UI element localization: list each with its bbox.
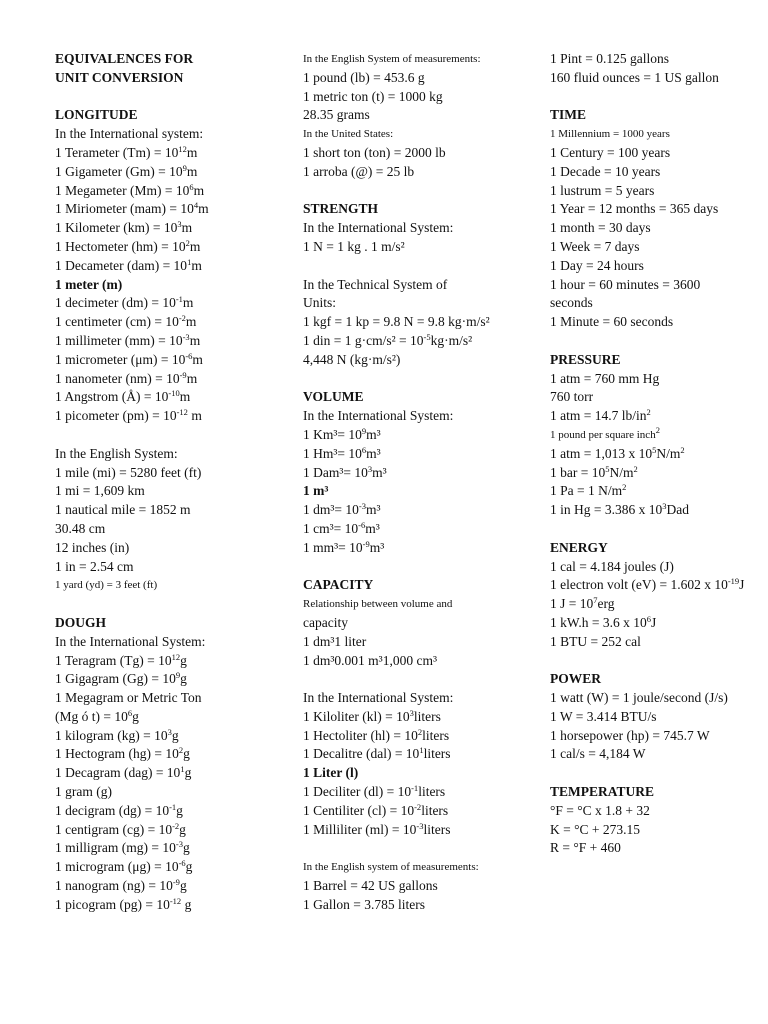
spacer — [55, 88, 290, 107]
conversion-line: 1 milligram $(mg) = 10^{-3}g$ — [55, 839, 190, 856]
conversion-line: Units: — [303, 295, 337, 311]
conversion-line: 1 in Hg = 3.386 x $10^3Dad$ — [550, 501, 689, 518]
conversion-line: 160 fluid ounces = 1 US gallon — [550, 69, 719, 85]
column-right — [550, 50, 766, 858]
column-middle — [303, 50, 543, 915]
conversion-line: 1 Megagram or Metric Ton — [55, 690, 202, 706]
spacer — [303, 558, 543, 577]
conversion-line: 1 BTU = 252 cal — [550, 633, 641, 649]
conversion-line: 1 kgf = 1 kp = 9.8 N = 9.8 kg·m/s² — [303, 314, 490, 330]
section-heading: CAPACITY — [303, 577, 374, 593]
conversion-line: 1 Centiliter $(cl) = 10^{-2}liters$ — [303, 801, 449, 818]
conversion-line: 1 Megameter $(Mm) = 10^6m$ — [55, 181, 205, 198]
spacer — [550, 520, 766, 539]
conversion-line: 1 W = 3.414 BTU/s — [550, 708, 657, 724]
conversion-line: 1 month = 30 days — [550, 220, 651, 236]
conversion-line: (Mg ó $t) = 10^6g$ — [55, 707, 139, 724]
spacer — [303, 839, 543, 858]
conversion-line: 1 Week = 7 days — [550, 238, 640, 254]
conversion-line: 1 $Dam^3= 10^3m^3$ — [303, 463, 387, 480]
conversion-line: 1 horsepower (hp) = 745.7 W — [550, 727, 710, 743]
conversion-line: 1 din = 1 $g\cdot cm/s^2 = 10^{-5}kg\cdot m/s^2$ — [303, 331, 473, 348]
conversion-line: K = °C + 273.15 — [550, 821, 641, 837]
spacer — [55, 426, 290, 445]
conversion-line: 1 Day = 24 hours — [550, 257, 644, 273]
section-heading: VOLUME — [303, 389, 364, 405]
conversion-line: 1 Year = 12 months = 365 days — [550, 201, 719, 217]
conversion-line: 1 Decagram $(dag) = 10^1g$ — [55, 764, 192, 781]
conversion-line: 1 kilogram $(kg) = 10^3g$ — [55, 726, 179, 743]
conversion-line: 1 short ton (ton) = 2000 lb — [303, 144, 446, 160]
spacer — [303, 670, 543, 689]
conversion-line: In the International system: — [55, 126, 204, 142]
conversion-line: 1 nanogram $(ng) = 10^{-9}g$ — [55, 877, 187, 894]
conversion-line: 1 Angstrom (Å) = $10^{-10}m$ — [55, 388, 191, 405]
conversion-line: 1 Minute = 60 seconds — [550, 314, 674, 330]
conversion-line: 1 watt (W) = 1 joule/second (J/s) — [550, 690, 728, 706]
column-left — [55, 50, 290, 915]
conversion-line: 1 dm³0.001 m³1,000 cm³ — [303, 652, 438, 668]
spacer — [303, 257, 543, 276]
conversion-line: seconds — [550, 295, 593, 311]
conversion-line: 1 $Km^3= 10^9m^3$ — [303, 425, 381, 442]
conversion-line: 1 Decalitre $(dal) = 10^1liters$ — [303, 745, 451, 762]
section-heading: EQUIVALENCES FOR — [55, 51, 194, 66]
small-text-line: In the English System of measurements: — [303, 53, 481, 65]
conversion-line: R = °F + 460 — [550, 840, 621, 856]
conversion-line: In the International System: — [55, 633, 206, 649]
small-text-line: 1 yard (yd) = 3 feet (ft) — [55, 579, 158, 592]
conversion-line: 1 Decameter $(dam) = 10^1m$ — [55, 256, 202, 273]
conversion-line: 1 Gallon = 3.785 liters — [303, 896, 425, 912]
conversion-line: 1 microgram $(\mu g) = 10^{-6}g$ — [55, 858, 193, 875]
conversion-line: 1 Gigameter $(Gm) = 10^9m$ — [55, 162, 198, 179]
conversion-line: 1 Hectoliter $(hl) = 10^2liters$ — [303, 726, 450, 743]
conversion-line: In the English System: — [55, 445, 178, 461]
conversion-line: 1 $J = 10^7erg$ — [550, 595, 615, 612]
conversion-line: 1 Gigagram $(Gg) = 10^9g$ — [55, 670, 187, 687]
spacer — [550, 88, 766, 107]
conversion-line: 1 N = 1 kg . 1 m/s² — [303, 238, 405, 254]
conversion-line: 1 $Hm^3= 10^6m^3$ — [303, 444, 381, 461]
conversion-line: 1 cal = 4.184 joules (J) — [550, 558, 674, 574]
conversion-line: 1 Hectometer $(hm) = 10^2m$ — [55, 237, 201, 254]
small-text-line: Relationship between volume and — [303, 598, 453, 611]
conversion-line: 1 lustrum = 5 years — [550, 182, 655, 198]
conversion-line: 1 Pa = 1 $N/m^2$ — [550, 482, 627, 499]
conversion-line: capacity — [303, 614, 348, 630]
conversion-line: 1 nautical mile = 1852 m — [55, 502, 191, 518]
conversion-line: 760 torr — [550, 389, 594, 405]
conversion-line: 1 Century = 100 years — [550, 144, 671, 160]
spacer — [303, 370, 543, 389]
conversion-line: 1 centimeter $(cm) = 10^{-2}m$ — [55, 313, 197, 330]
section-heading: UNIT CONVERSION — [55, 69, 184, 85]
conversion-line: 1 Miriometer $(mam) = 10^4m$ — [55, 200, 209, 217]
conversion-line: 1 Kilometer $(km) = 10^3m$ — [55, 219, 193, 236]
conversion-line: 1 picometer $(pm) = 10^{-12}$ m — [55, 407, 202, 424]
section-heading: LONGITUDE — [55, 107, 138, 123]
conversion-line: 1 $mm^3= 10^{-9}m^3$ — [303, 538, 385, 555]
conversion-line: 1 hour = 60 minutes = 3600 — [550, 276, 701, 292]
section-heading: ENERGY — [550, 539, 608, 555]
conversion-line: 1 metric ton (t) = 1000 kg — [303, 88, 443, 104]
conversion-line: 1 mi = 1,609 km — [55, 483, 145, 499]
conversion-line: °F = °C x 1.8 + 32 — [550, 802, 650, 818]
conversion-line: 1 $dm^3= 10^{-3}m^3$ — [303, 501, 381, 518]
conversion-line: 1 micrometer $(\mu m) = 10^{-6}m$ — [55, 350, 203, 367]
section-heading: TEMPERATURE — [550, 784, 655, 800]
conversion-line: 1 Hectogram $(hg) = 10^2g$ — [55, 745, 190, 762]
small-text-line: 1 pound per square inch$^2$ — [550, 424, 660, 441]
spacer — [55, 595, 290, 614]
spacer — [550, 764, 766, 783]
small-text-line: 1 Millennium = 1000 years — [550, 128, 670, 141]
conversion-line: In the International System: — [303, 220, 454, 236]
spacer — [550, 332, 766, 351]
conversion-line: 1 Milliliter $(ml) = 10^{-3}liters$ — [303, 820, 451, 837]
conversion-line: In the International System: — [303, 408, 454, 424]
conversion-line: 1 decigram $(dg) = 10^{-1}g$ — [55, 801, 183, 818]
conversion-line: 1 Kiloliter $(kl) = 10^3liters$ — [303, 707, 441, 724]
conversion-line: 1 atm = 1,013 x $10^5N/m^2$ — [550, 444, 685, 461]
section-heading: PRESSURE — [550, 351, 621, 367]
conversion-line: 1 millimeter $(mm) = 10^{-3}m$ — [55, 331, 201, 348]
conversion-line: 28.35 grams — [303, 107, 370, 123]
conversion-line: 1 nanometer $(nm) = 10^{-9}m$ — [55, 369, 198, 386]
spacer — [303, 182, 543, 201]
section-heading: POWER — [550, 671, 602, 687]
conversion-line: 1 gram (g) — [55, 784, 112, 800]
conversion-line: 1 decimeter $(dm) = 10^{-1}m$ — [55, 294, 194, 311]
conversion-line: 30.48 cm — [55, 520, 106, 536]
conversion-line: 1 dm³1 liter — [303, 633, 367, 649]
base-unit-line: 1 m³ — [303, 483, 329, 499]
small-text-line: In the English system of measurements: — [303, 861, 479, 874]
conversion-line: 1 Deciliter $(dl) = 10^{-1}liters$ — [303, 783, 446, 800]
section-heading: TIME — [550, 107, 587, 123]
conversion-line: 1 Barrel = 42 US gallons — [303, 878, 438, 894]
conversion-line: 1 arroba (@) = 25 lb — [303, 163, 415, 179]
conversion-line: 1 cal/s = 4,184 W — [550, 746, 646, 762]
base-unit-line: 1 Liter (l) — [303, 765, 359, 781]
conversion-line: 1 Terameter $(Tm) = 10^{12}m$ — [55, 143, 198, 160]
conversion-line: 1 atm = 760 mm Hg — [550, 370, 660, 386]
conversion-line: 1 Pint = 0.125 gallons — [550, 51, 669, 66]
conversion-line: 1 atm = 14.7 $lb/in^2$ — [550, 407, 651, 424]
conversion-line: 12 inches (in) — [55, 539, 130, 555]
conversion-line: 4,448 N (kg·m/s²) — [303, 351, 401, 367]
small-text-line: In the United States: — [303, 128, 394, 141]
conversion-line: 1 centigram $(cg) = 10^{-2}g$ — [55, 820, 186, 837]
conversion-line: In the International System: — [303, 690, 454, 706]
base-unit-line: 1 meter (m) — [55, 276, 123, 292]
conversion-line: 1 mile (mi) = 5280 feet (ft) — [55, 464, 202, 480]
spacer — [550, 652, 766, 671]
section-heading: STRENGTH — [303, 201, 379, 217]
conversion-line: 1 $cm^3= 10^{-6}m^3$ — [303, 519, 380, 536]
conversion-line: 1 Decade = 10 years — [550, 163, 661, 179]
section-heading: DOUGH — [55, 614, 107, 630]
conversion-line: 1 kW.h = 3.6 x $10^6J$ — [550, 613, 657, 630]
conversion-line: 1 pound (lb) = 453.6 g — [303, 69, 425, 85]
conversion-line: 1 electron volt (eV) = 1.602 x $10^{-19}J$ — [550, 576, 745, 593]
conversion-line: In the Technical System of — [303, 276, 448, 292]
conversion-line: 1 bar = $10^5N/m^2$ — [550, 463, 638, 480]
conversion-line: 1 in = 2.54 cm — [55, 558, 134, 574]
conversion-line: 1 picogram $(pg) = 10^{-12}$ g — [55, 895, 192, 912]
conversion-line: 1 Teragram $(Tg) = 10^{12}g$ — [55, 651, 187, 668]
